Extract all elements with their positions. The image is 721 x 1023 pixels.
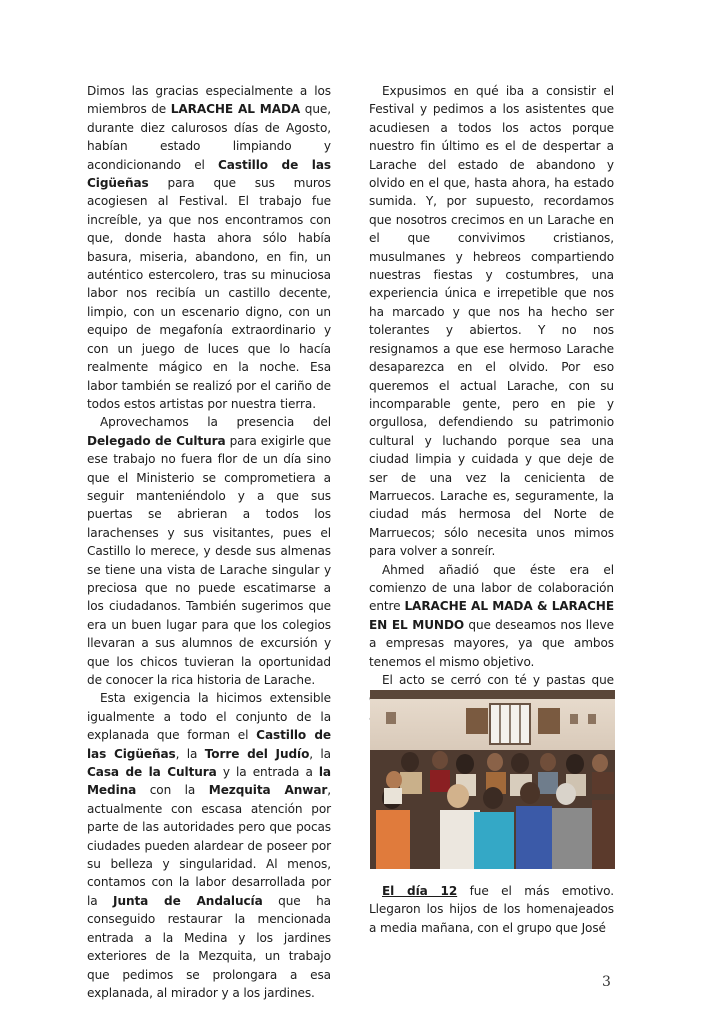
- right-column-continued: [369, 882, 614, 937]
- paragraph: Expusimos en qué iba a consistir el Festival y pedimos a los asistentes que acudiesen a todos los actos porque nuestro fin último es el de despertar a Larache del estado de abandono y olvido en el que, hasta ahora, ha estado sumida. Y, por supuesto, recordamos que nosotros crecimos en un Larache en el que convivimos cristianos, musulmanes y hebreos compartiendo nuestras fiestas y costumbres, una experiencia única e irrepetible que nos ha marcado y que nos ha hecho ser tolerantes y abiertos. Y no nos resignamos a que ese hermoso Larache desaparezca en el olvido. Por eso queremos el actual Larache, con su incomparable gente, pero en pie y orgullosa, defendiendo su patrimonio cultural y luchando porque sea una ciudad limpia y cuidada y que deje de ser de una vez la cenicienta de Marruecos. Larache es, seguramente, la ciudad más hermosa del Norte de Marruecos; sólo necesita unos mimos para volver a sonreír.: [369, 84, 614, 559]
- org-name: LARACHE AL MADA: [170, 102, 301, 117]
- paragraph: El día 12 fue el más emotivo. Llegaron los hijos de los homenajeados a media mañana, con el grupo que José: [369, 884, 614, 935]
- paragraph: El acto se cerró con té y pastas que: [382, 673, 614, 687]
- role-name: Delegado de Cultura: [87, 433, 226, 448]
- left-column: [87, 82, 331, 1002]
- org-name: Junta de Andalucía: [113, 893, 263, 908]
- right-column: [369, 82, 614, 726]
- date-heading: El día 12: [382, 884, 458, 898]
- audience-photo-icon: [370, 690, 615, 869]
- place-name: la Medina: [87, 765, 331, 798]
- audience-photo: [370, 690, 615, 869]
- place-name: Torre del Judío: [204, 746, 310, 761]
- place-name: Castillo de las Cigüeñas: [87, 157, 331, 191]
- place-name: Casa de la Cultura: [87, 765, 217, 780]
- paragraph: Aprovechamos la presencia del Delegado de Cultura para exigirle que ese trabajo no fuera flor de un día sino que el Ministerio se comprometiera a seguir manteniéndolo y a que sus puertas se abrieran a todos los larachenses y sus visitantes, pues el Castillo lo merece, y desde sus almenas se tiene una vista de Larache singular y preciosa que no puede escatimarse a los ciudadanos. También sugerimos que era un buen lugar para que los colegios llevaran a sus alumnos de excursión y que los chicos tuvieran la oportunidad de conocer la rica historia de Larache.: [87, 415, 331, 687]
- paragraph: Dimos las gracias especialmente a los miembros de LARACHE AL MADA que, durante diez calurosos días de Agosto, habían estado limpiando y acondicionando el Castillo de las Cigüeñas para que sus muros acogiesen al Festival. El trabajo fue increíble, ya que nos encontramos con que, donde hasta ahora sólo había basura, miseria, abandono, en fin, un auténtico estercolero, tras su minuciosa labor nos recibía un castillo decente, limpio, con un escenario digno, con un equipo de megafonía extraordinario y con un juego de luces que lo hacía realmente mágico en la noche. Esa labor también se realizó por el cariño de todos estos artistas por nuestra tierra.: [87, 84, 331, 411]
- paragraph: Esta exigencia la hicimos extensible igualmente a todo el conjunto de la explanada que forman el Castillo de las Cigüeñas, la Torre del Judío, la Casa de la Cultura y la entrada a la Medina con la Mezquita Anwar, actualmente con escasa atención por parte de las autoridades pero que pocas ciudades pueden alardear de poseer por su belleza y singularidad. Al menos, contamos con la labor desarrollada por la Junta de Andalucía que ha conseguido restaurar la mencionada entrada a la Medina y los jardines exteriores de la Mezquita, un trabajo que pedimos se prolongara a esa explanada, al mirador y a los jardines.: [87, 691, 331, 1000]
- page-number: 3: [602, 974, 611, 990]
- org-name: LARACHE AL MADA & LARACHE EN EL MUNDO: [369, 599, 614, 632]
- place-name: Mezquita Anwar: [208, 783, 328, 798]
- place-name: Castillo de las Cigüeñas: [87, 728, 331, 761]
- paragraph: Ahmed añadió que éste era el comienzo de una labor de colaboración entre LARACHE AL MADA & LARACHE EN EL MUNDO que deseamos nos lleve a empresas mayores, ya que ambos tenemos el mismo objetivo.: [369, 562, 615, 669]
